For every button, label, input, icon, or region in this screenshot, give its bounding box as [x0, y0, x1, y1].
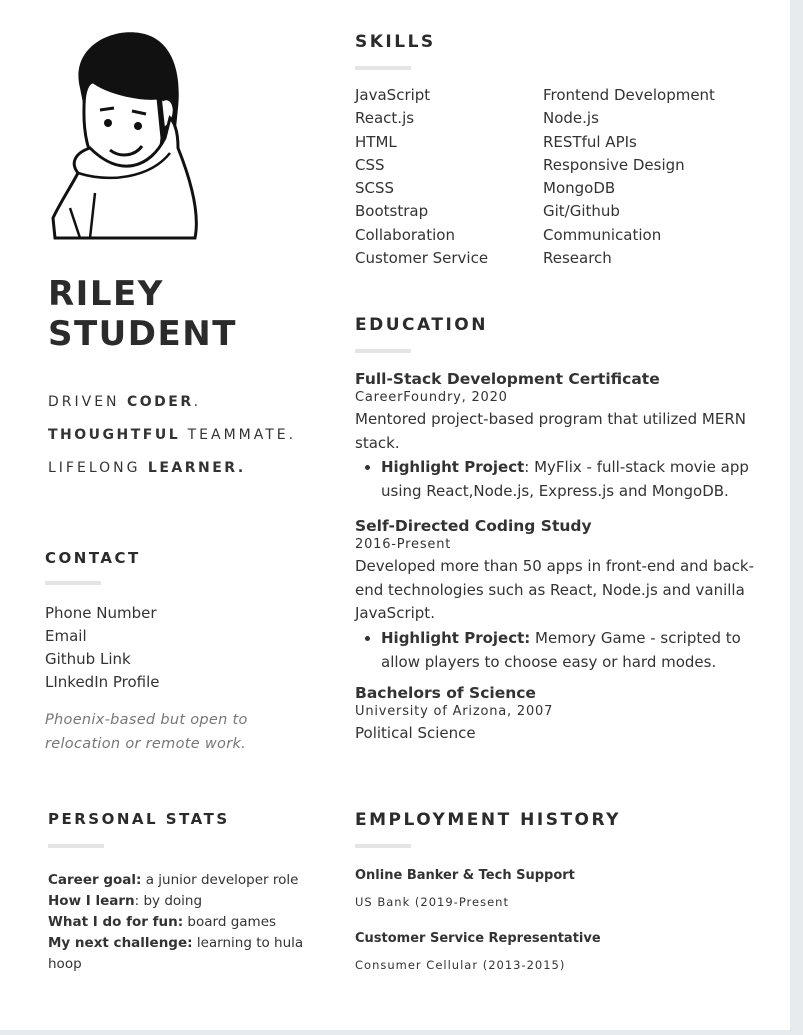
education-heading: EDUCATION	[355, 315, 488, 335]
stat-value: learning to hula hoop	[48, 935, 304, 972]
contact-section	[45, 549, 325, 756]
tagline-text: DRIVEN	[48, 394, 127, 410]
education-section	[355, 315, 780, 745]
stat-label: What I do for fun:	[48, 914, 184, 930]
tagline-text: TEAMMATE.	[180, 427, 297, 443]
divider	[355, 66, 411, 70]
skills-section	[355, 32, 743, 270]
skills-grid	[355, 84, 743, 270]
contact-linkedin[interactable]: LInkedIn Profile	[45, 673, 160, 691]
skill-item: Customer Service	[355, 249, 489, 268]
skill-item: HTML	[355, 132, 397, 151]
tagline-bold: CODER	[126, 394, 194, 410]
stat-value: : by doing	[134, 893, 203, 909]
skill-item: Responsive Design	[543, 155, 685, 174]
contact-email[interactable]: Email	[45, 627, 87, 645]
job-entry	[355, 868, 780, 909]
education-title: Self-Directed Coding Study	[355, 517, 592, 535]
stat-label: How I learn	[48, 893, 135, 909]
employment-section	[355, 810, 780, 972]
divider	[48, 844, 104, 848]
job-title: Online Banker & Tech Support	[355, 868, 575, 883]
stat-value: board games	[183, 914, 277, 930]
stats-heading: PERSONAL STATS	[48, 810, 230, 828]
stat-item	[48, 912, 318, 933]
education-description: Mentored project-based program that utilized MERN stack.	[355, 410, 746, 452]
education-subtitle: CareerFoundry, 2020	[355, 390, 508, 405]
education-title: Bachelors of Science	[355, 683, 536, 702]
skill-item: MongoDB	[543, 179, 616, 198]
education-subtitle: University of Arizona, 2007	[355, 703, 554, 719]
highlight-project	[381, 626, 780, 674]
location-note: Phoenix-based but open to relocation or remote work.	[45, 712, 248, 752]
divider	[355, 349, 411, 353]
education-description: Developed more than 50 apps in front-end and back-end technologies such as React, Node.js and vanilla JavaScript.	[355, 557, 755, 622]
skills-heading: SKILLS	[355, 32, 436, 52]
skill-item: Communication	[543, 225, 662, 244]
stat-item	[48, 870, 318, 891]
education-entry	[355, 370, 780, 503]
tagline-line	[48, 419, 296, 452]
personal-stats-section	[48, 809, 318, 975]
skill-item: RESTful APIs	[543, 132, 637, 151]
job-entry	[355, 931, 780, 972]
highlight-project	[381, 455, 780, 503]
tagline-text: LIFELONG	[48, 460, 148, 476]
education-entry	[355, 517, 780, 674]
avatar-illustration	[50, 28, 200, 243]
tagline-bold: LEARNER.	[147, 460, 246, 476]
contact-phone[interactable]: Phone Number	[45, 604, 157, 622]
skill-item: Frontend Development	[543, 86, 715, 104]
last-name: STUDENT	[48, 314, 237, 354]
highlight-text: : MyFlix - full-stack movie app using React,Node.js, Express.js and MongoDB.	[381, 458, 749, 500]
employment-heading: EMPLOYMENT HISTORY	[355, 810, 621, 830]
tagline-line	[48, 452, 296, 485]
contact-heading: CONTACT	[45, 549, 141, 567]
highlight-label: Highlight Project	[381, 458, 525, 476]
skill-item: Bootstrap	[355, 202, 429, 221]
job-employer: US Bank (2019-Present	[355, 895, 509, 909]
education-subtitle: 2016-Present	[355, 537, 452, 552]
highlight-label: Highlight Project:	[381, 628, 531, 647]
job-title: Customer Service Representative	[355, 931, 601, 946]
skill-item: React.js	[355, 109, 415, 128]
contact-github[interactable]: Github Link	[45, 650, 131, 668]
skill-item: CSS	[355, 155, 385, 174]
skill-item: Git/Github	[543, 202, 620, 221]
education-title: Full-Stack Development Certificate	[355, 370, 660, 388]
education-entry	[355, 684, 780, 746]
divider	[45, 581, 101, 585]
skill-item: JavaScript	[355, 86, 431, 104]
job-employer: Consumer Cellular (2013-2015)	[355, 958, 566, 972]
skill-item: Research	[543, 249, 612, 268]
stat-value: a junior developer role	[141, 872, 299, 888]
tagline-text: .	[193, 394, 202, 410]
candidate-name	[48, 274, 237, 354]
highlight-text: Memory Game - scripted to allow players to choose easy or hard modes.	[381, 628, 741, 671]
tagline-line	[48, 386, 296, 419]
stat-item	[48, 933, 318, 975]
divider	[355, 844, 411, 848]
tagline	[48, 386, 296, 485]
skill-item: Node.js	[543, 109, 599, 128]
skill-item: SCSS	[355, 179, 395, 198]
education-description: Political Science	[355, 723, 476, 742]
stat-item	[48, 891, 318, 912]
first-name: RILEY	[48, 274, 164, 314]
tagline-bold: THOUGHTFUL	[48, 427, 181, 443]
skill-item: Collaboration	[355, 225, 455, 244]
stat-label: My next challenge:	[48, 935, 193, 951]
stat-label: Career goal:	[48, 872, 142, 888]
